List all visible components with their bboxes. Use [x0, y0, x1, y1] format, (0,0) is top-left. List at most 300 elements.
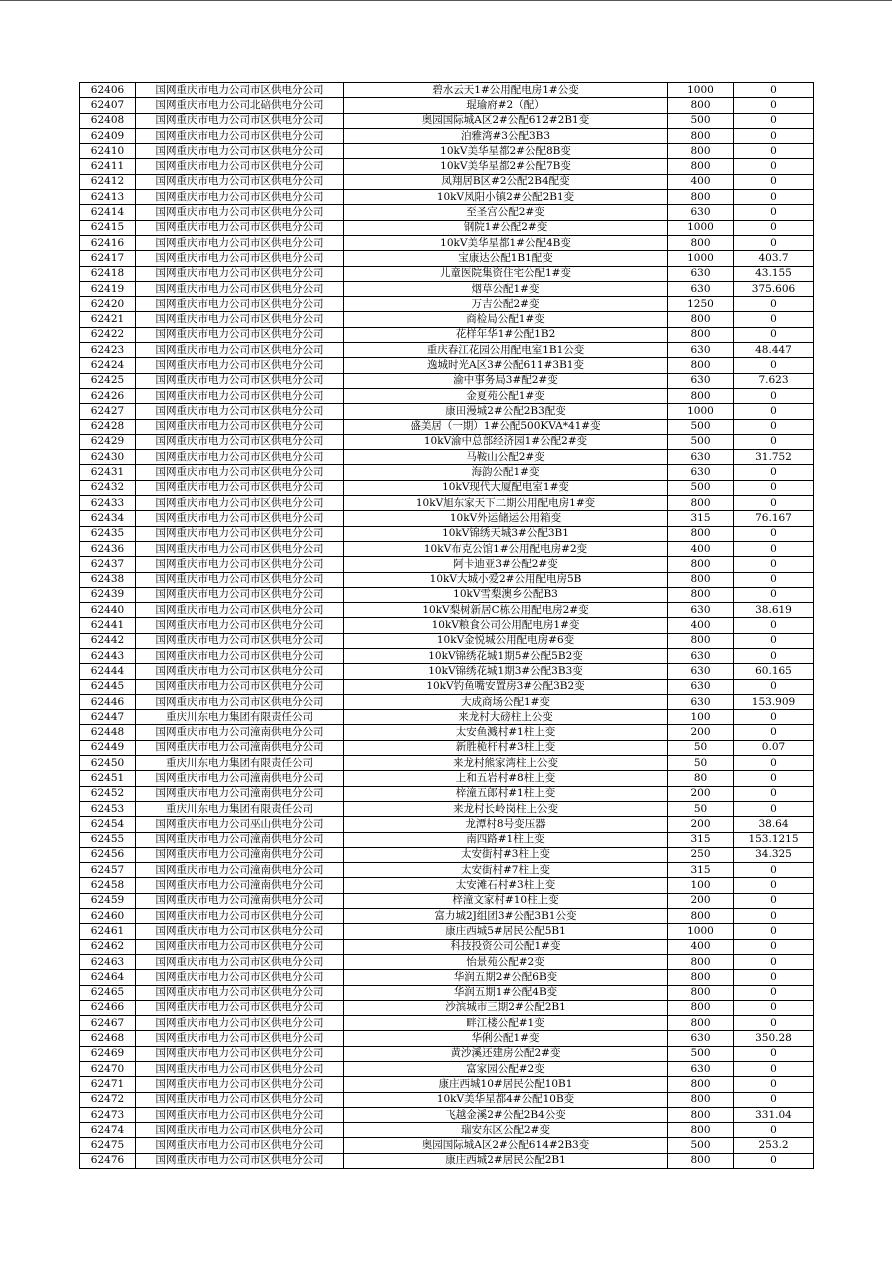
table-row — [80, 740, 814, 755]
row-id-cell: 62432 — [80, 480, 136, 495]
capacity-cell: 500 — [668, 480, 734, 495]
transformer-name-cell: 花样年华1#公配1B2 — [344, 327, 668, 342]
company-cell: 国网重庆市电力公司潼南供电分公司 — [136, 893, 344, 908]
capacity-cell: 315 — [668, 863, 734, 878]
capacity-cell: 1000 — [668, 83, 734, 98]
value-cell: 0 — [734, 878, 814, 893]
table-row — [80, 388, 814, 403]
capacity-cell: 315 — [668, 511, 734, 526]
table-row — [80, 526, 814, 541]
capacity-cell: 800 — [668, 358, 734, 373]
row-id-cell: 62447 — [80, 710, 136, 725]
transformer-name-cell: 10kV锦绣花城1期5#公配5B2变 — [344, 648, 668, 663]
row-id-cell: 62473 — [80, 1107, 136, 1122]
table-row — [80, 1062, 814, 1077]
transformer-name-cell: 飞越金溪2#公配2B4公变 — [344, 1107, 668, 1122]
company-cell: 国网重庆市电力公司市区供电分公司 — [136, 496, 344, 511]
value-cell: 0 — [734, 541, 814, 556]
capacity-cell: 50 — [668, 756, 734, 771]
row-id-cell: 62415 — [80, 220, 136, 235]
transformer-name-cell: 科技投资公司公配1#变 — [344, 939, 668, 954]
transformer-name-cell: 盛美居（一期）1#公配500KVA*41#变 — [344, 419, 668, 434]
row-id-cell: 62455 — [80, 832, 136, 847]
company-cell: 国网重庆市电力公司市区供电分公司 — [136, 541, 344, 556]
capacity-cell: 315 — [668, 832, 734, 847]
company-cell: 国网重庆市电力公司市区供电分公司 — [136, 434, 344, 449]
row-id-cell: 62425 — [80, 373, 136, 388]
company-cell: 国网重庆市电力公司市区供电分公司 — [136, 1123, 344, 1138]
capacity-cell: 630 — [668, 343, 734, 358]
table-row — [80, 541, 814, 556]
row-id-cell: 62407 — [80, 98, 136, 113]
value-cell: 0 — [734, 771, 814, 786]
capacity-cell: 100 — [668, 710, 734, 725]
value-cell: 0 — [734, 1046, 814, 1061]
company-cell: 国网重庆市电力公司市区供电分公司 — [136, 557, 344, 572]
row-id-cell: 62474 — [80, 1123, 136, 1138]
company-cell: 国网重庆市电力公司市区供电分公司 — [136, 388, 344, 403]
table-row — [80, 1123, 814, 1138]
value-cell: 0 — [734, 388, 814, 403]
value-cell: 0 — [734, 679, 814, 694]
capacity-cell: 630 — [668, 205, 734, 220]
capacity-cell: 800 — [668, 1123, 734, 1138]
transformer-name-cell: 10kV梨树新居C栋公用配电房2#变 — [344, 603, 668, 618]
value-cell: 0 — [734, 970, 814, 985]
capacity-cell: 630 — [668, 603, 734, 618]
company-cell: 国网重庆市电力公司市区供电分公司 — [136, 128, 344, 143]
transformer-name-cell: 龙潭村8号变压器 — [344, 817, 668, 832]
value-cell: 0 — [734, 312, 814, 327]
company-cell: 国网重庆市电力公司市区供电分公司 — [136, 633, 344, 648]
value-cell: 34.325 — [734, 847, 814, 862]
transformer-name-cell: 儿童医院集资住宅公配1#变 — [344, 266, 668, 281]
table-row — [80, 648, 814, 663]
transformer-name-cell: 万吉公配2#变 — [344, 297, 668, 312]
value-cell: 0 — [734, 725, 814, 740]
capacity-cell: 800 — [668, 190, 734, 205]
capacity-cell: 630 — [668, 450, 734, 465]
value-cell: 48.447 — [734, 343, 814, 358]
row-id-cell: 62466 — [80, 1000, 136, 1015]
company-cell: 国网重庆市电力公司市区供电分公司 — [136, 985, 344, 1000]
capacity-cell: 800 — [668, 909, 734, 924]
company-cell: 国网重庆市电力公司市区供电分公司 — [136, 587, 344, 602]
table-row — [80, 1000, 814, 1015]
value-cell: 0 — [734, 1062, 814, 1077]
value-cell: 0 — [734, 633, 814, 648]
row-id-cell: 62429 — [80, 434, 136, 449]
company-cell: 国网重庆市电力公司市区供电分公司 — [136, 954, 344, 969]
transformer-name-cell: 金夏苑公配1#变 — [344, 388, 668, 403]
value-cell: 0 — [734, 924, 814, 939]
row-id-cell: 62453 — [80, 801, 136, 816]
transformer-name-cell: 10kV美华星都2#公配8B变 — [344, 144, 668, 159]
company-cell: 国网重庆市电力公司市区供电分公司 — [136, 1046, 344, 1061]
company-cell: 国网重庆市电力公司市区供电分公司 — [136, 1092, 344, 1107]
company-cell: 国网重庆市电力公司市区供电分公司 — [136, 618, 344, 633]
company-cell: 国网重庆市电力公司市区供电分公司 — [136, 1138, 344, 1153]
capacity-cell: 500 — [668, 434, 734, 449]
company-cell: 国网重庆市电力公司市区供电分公司 — [136, 205, 344, 220]
capacity-cell: 800 — [668, 954, 734, 969]
company-cell: 国网重庆市电力公司市区供电分公司 — [136, 1107, 344, 1122]
transformer-name-cell: 阿卡迪亚3#公配2#变 — [344, 557, 668, 572]
row-id-cell: 62459 — [80, 893, 136, 908]
transformer-name-cell: 梓潼文家村#10柱上变 — [344, 893, 668, 908]
row-id-cell: 62437 — [80, 557, 136, 572]
transformer-name-cell: 10kV渝中总部经济园1#公配2#变 — [344, 434, 668, 449]
table-row — [80, 801, 814, 816]
table-row — [80, 144, 814, 159]
value-cell: 0 — [734, 327, 814, 342]
table-row — [80, 327, 814, 342]
table-row — [80, 878, 814, 893]
spreadsheet — [79, 82, 814, 1169]
table-row — [80, 297, 814, 312]
transformer-name-cell: 怡景苑公配#2变 — [344, 954, 668, 969]
row-id-cell: 62448 — [80, 725, 136, 740]
table-row — [80, 1077, 814, 1092]
capacity-cell: 100 — [668, 878, 734, 893]
transformer-name-cell: 10kV雪梨澳乡公配B3 — [344, 587, 668, 602]
company-cell: 国网重庆市电力公司市区供电分公司 — [136, 343, 344, 358]
transformer-name-cell: 钢院1#公配2#变 — [344, 220, 668, 235]
company-cell: 国网重庆市电力公司市区供电分公司 — [136, 404, 344, 419]
capacity-cell: 500 — [668, 1046, 734, 1061]
value-cell: 0 — [734, 83, 814, 98]
value-cell: 153.909 — [734, 694, 814, 709]
value-cell: 0.07 — [734, 740, 814, 755]
row-id-cell: 62427 — [80, 404, 136, 419]
row-id-cell: 62433 — [80, 496, 136, 511]
table-row — [80, 358, 814, 373]
value-cell: 0 — [734, 297, 814, 312]
value-cell: 0 — [734, 434, 814, 449]
transformer-name-cell: 梓潼五郎村#1柱上变 — [344, 786, 668, 801]
capacity-cell: 50 — [668, 801, 734, 816]
row-id-cell: 62468 — [80, 1031, 136, 1046]
row-id-cell: 62419 — [80, 281, 136, 296]
value-cell: 0 — [734, 786, 814, 801]
row-id-cell: 62412 — [80, 174, 136, 189]
row-id-cell: 62418 — [80, 266, 136, 281]
row-id-cell: 62417 — [80, 251, 136, 266]
row-id-cell: 62434 — [80, 511, 136, 526]
capacity-cell: 800 — [668, 985, 734, 1000]
table-row — [80, 587, 814, 602]
value-cell: 0 — [734, 648, 814, 663]
row-id-cell: 62408 — [80, 113, 136, 128]
table-row — [80, 847, 814, 862]
transformer-name-cell: 康庄西城2#居民公配2B1 — [344, 1153, 668, 1168]
company-cell: 国网重庆市电力公司潼南供电分公司 — [136, 832, 344, 847]
table-row — [80, 633, 814, 648]
table-body — [80, 83, 814, 1169]
transformer-name-cell: 10kV旭东家天下二期公用配电房1#变 — [344, 496, 668, 511]
table-row — [80, 190, 814, 205]
table-row — [80, 786, 814, 801]
transformer-name-cell: 10kV美华星都1#公配4B变 — [344, 235, 668, 250]
row-id-cell: 62463 — [80, 954, 136, 969]
table-row — [80, 220, 814, 235]
company-cell: 国网重庆市电力公司市区供电分公司 — [136, 1000, 344, 1015]
company-cell: 重庆川东电力集团有限责任公司 — [136, 801, 344, 816]
table-row — [80, 159, 814, 174]
table-row — [80, 771, 814, 786]
capacity-cell: 800 — [668, 327, 734, 342]
row-id-cell: 62452 — [80, 786, 136, 801]
capacity-cell: 630 — [668, 679, 734, 694]
capacity-cell: 630 — [668, 266, 734, 281]
capacity-cell: 1000 — [668, 404, 734, 419]
table-row — [80, 970, 814, 985]
transformer-name-cell: 瑞安东区公配2#变 — [344, 1123, 668, 1138]
capacity-cell: 630 — [668, 465, 734, 480]
company-cell: 国网重庆市电力公司巫山供电分公司 — [136, 817, 344, 832]
value-cell: 0 — [734, 985, 814, 1000]
value-cell: 43.155 — [734, 266, 814, 281]
value-cell: 331.04 — [734, 1107, 814, 1122]
transformer-name-cell: 康庄西城5#居民公配5B1 — [344, 924, 668, 939]
capacity-cell: 800 — [668, 235, 734, 250]
table-row — [80, 725, 814, 740]
table-row — [80, 373, 814, 388]
row-id-cell: 62442 — [80, 633, 136, 648]
table-row — [80, 603, 814, 618]
table-row — [80, 434, 814, 449]
table-row — [80, 1153, 814, 1168]
company-cell: 国网重庆市电力公司市区供电分公司 — [136, 511, 344, 526]
transformer-name-cell: 泊雅湾#3公配3B3 — [344, 128, 668, 143]
row-id-cell: 62467 — [80, 1016, 136, 1031]
value-cell: 0 — [734, 954, 814, 969]
transformer-name-cell: 10kV凤阳小镇2#公配2B1变 — [344, 190, 668, 205]
transformer-name-cell: 10kV锦绣天城3#公配3B1 — [344, 526, 668, 541]
company-cell: 国网重庆市电力公司市区供电分公司 — [136, 939, 344, 954]
table-row — [80, 465, 814, 480]
table-row — [80, 756, 814, 771]
transformer-name-cell: 10kV粮食公司公用配电房1#变 — [344, 618, 668, 633]
table-row — [80, 893, 814, 908]
row-id-cell: 62461 — [80, 924, 136, 939]
transformer-name-cell: 海韵公配1#变 — [344, 465, 668, 480]
company-cell: 国网重庆市电力公司市区供电分公司 — [136, 190, 344, 205]
company-cell: 国网重庆市电力公司市区供电分公司 — [136, 694, 344, 709]
capacity-cell: 630 — [668, 694, 734, 709]
company-cell: 国网重庆市电力公司市区供电分公司 — [136, 1031, 344, 1046]
value-cell: 0 — [734, 1123, 814, 1138]
row-id-cell: 62428 — [80, 419, 136, 434]
company-cell: 国网重庆市电力公司市区供电分公司 — [136, 572, 344, 587]
capacity-cell: 800 — [668, 633, 734, 648]
value-cell: 0 — [734, 144, 814, 159]
row-id-cell: 62470 — [80, 1062, 136, 1077]
company-cell: 国网重庆市电力公司市区供电分公司 — [136, 450, 344, 465]
row-id-cell: 62471 — [80, 1077, 136, 1092]
row-id-cell: 62431 — [80, 465, 136, 480]
value-cell: 0 — [734, 618, 814, 633]
transformer-name-cell: 太安鱼溅村#1柱上变 — [344, 725, 668, 740]
value-cell: 0 — [734, 419, 814, 434]
capacity-cell: 250 — [668, 847, 734, 862]
company-cell: 国网重庆市电力公司市区供电分公司 — [136, 297, 344, 312]
table-row — [80, 817, 814, 832]
company-cell: 国网重庆市电力公司市区供电分公司 — [136, 159, 344, 174]
transformer-name-cell: 沙滨城市三期2#公配2B1 — [344, 1000, 668, 1015]
transformer-name-cell: 太安街村#7柱上变 — [344, 863, 668, 878]
capacity-cell: 800 — [668, 1092, 734, 1107]
value-cell: 7.623 — [734, 373, 814, 388]
company-cell: 国网重庆市电力公司市区供电分公司 — [136, 480, 344, 495]
transformer-name-cell: 华润五期1#公配4B变 — [344, 985, 668, 1000]
value-cell: 0 — [734, 1077, 814, 1092]
capacity-cell: 800 — [668, 1153, 734, 1168]
transformer-name-cell: 新胜桅杆村#3柱上变 — [344, 740, 668, 755]
transformer-name-cell: 10kV大城小爱2#公用配电房5B — [344, 572, 668, 587]
company-cell: 国网重庆市电力公司市区供电分公司 — [136, 358, 344, 373]
table-row — [80, 1107, 814, 1122]
value-cell: 0 — [734, 572, 814, 587]
capacity-cell: 630 — [668, 648, 734, 663]
transformer-name-cell: 10kV美华星都2#公配7B变 — [344, 159, 668, 174]
value-cell: 60.165 — [734, 664, 814, 679]
row-id-cell: 62449 — [80, 740, 136, 755]
capacity-cell: 800 — [668, 496, 734, 511]
table-row — [80, 312, 814, 327]
value-cell: 0 — [734, 526, 814, 541]
company-cell: 国网重庆市电力公司市区供电分公司 — [136, 465, 344, 480]
table-row — [80, 924, 814, 939]
value-cell: 403.7 — [734, 251, 814, 266]
row-id-cell: 62430 — [80, 450, 136, 465]
row-id-cell: 62450 — [80, 756, 136, 771]
transformer-name-cell: 商检局公配1#变 — [344, 312, 668, 327]
value-cell: 0 — [734, 496, 814, 511]
value-cell: 31.752 — [734, 450, 814, 465]
row-id-cell: 62426 — [80, 388, 136, 403]
row-id-cell: 62469 — [80, 1046, 136, 1061]
value-cell: 0 — [734, 465, 814, 480]
row-id-cell: 62465 — [80, 985, 136, 1000]
table-row — [80, 679, 814, 694]
row-id-cell: 62411 — [80, 159, 136, 174]
transformer-name-cell: 10kV外运储运公用箱变 — [344, 511, 668, 526]
capacity-cell: 400 — [668, 174, 734, 189]
transformer-name-cell: 畔江楼公配#1变 — [344, 1016, 668, 1031]
capacity-cell: 630 — [668, 664, 734, 679]
value-cell: 0 — [734, 939, 814, 954]
capacity-cell: 800 — [668, 587, 734, 602]
transformer-name-cell: 重庆春江花园公用配电室1B1公变 — [344, 343, 668, 358]
transformer-name-cell: 黄沙溪还建房公配2#变 — [344, 1046, 668, 1061]
value-cell: 0 — [734, 863, 814, 878]
transformer-name-cell: 逸城时光A区3#公配611#3B1变 — [344, 358, 668, 373]
capacity-cell: 1250 — [668, 297, 734, 312]
table-row — [80, 694, 814, 709]
table-row — [80, 235, 814, 250]
row-id-cell: 62446 — [80, 694, 136, 709]
company-cell: 国网重庆市电力公司市区供电分公司 — [136, 373, 344, 388]
page-top-rule — [0, 0, 892, 1]
table-row — [80, 618, 814, 633]
row-id-cell: 62436 — [80, 541, 136, 556]
transformer-name-cell: 大成商场公配1#变 — [344, 694, 668, 709]
company-cell: 国网重庆市电力公司潼南供电分公司 — [136, 725, 344, 740]
capacity-cell: 800 — [668, 388, 734, 403]
transformer-name-cell: 来龙村大磅柱上公变 — [344, 710, 668, 725]
table-row — [80, 205, 814, 220]
capacity-cell: 200 — [668, 893, 734, 908]
transformer-name-cell: 10kV现代大厦配电室1#变 — [344, 480, 668, 495]
transformer-name-cell: 10kV金悦城公用配电房#6变 — [344, 633, 668, 648]
capacity-cell: 800 — [668, 526, 734, 541]
table-row — [80, 450, 814, 465]
value-cell: 38.619 — [734, 603, 814, 618]
row-id-cell: 62423 — [80, 343, 136, 358]
transformer-name-cell: 10kV美华星都4#公配10B变 — [344, 1092, 668, 1107]
row-id-cell: 62424 — [80, 358, 136, 373]
value-cell: 0 — [734, 1153, 814, 1168]
transformer-name-cell: 宝康达公配1B1配变 — [344, 251, 668, 266]
company-cell: 国网重庆市电力公司市区供电分公司 — [136, 419, 344, 434]
transformer-name-cell: 来龙村长岭岗柱上公变 — [344, 801, 668, 816]
transformer-name-cell: 来龙村熊家湾柱上公变 — [344, 756, 668, 771]
row-id-cell: 62421 — [80, 312, 136, 327]
value-cell: 0 — [734, 220, 814, 235]
value-cell: 0 — [734, 358, 814, 373]
value-cell: 0 — [734, 113, 814, 128]
table-row — [80, 98, 814, 113]
value-cell: 0 — [734, 174, 814, 189]
table-row — [80, 1138, 814, 1153]
transformer-name-cell: 太安街村#3柱上变 — [344, 847, 668, 862]
capacity-cell: 800 — [668, 1016, 734, 1031]
transformer-name-cell: 烟草公配1#变 — [344, 281, 668, 296]
table-row — [80, 511, 814, 526]
row-id-cell: 62422 — [80, 327, 136, 342]
transformer-name-cell: 至圣宫公配2#变 — [344, 205, 668, 220]
capacity-cell: 800 — [668, 1000, 734, 1015]
capacity-cell: 800 — [668, 312, 734, 327]
company-cell: 国网重庆市电力公司市区供电分公司 — [136, 909, 344, 924]
table-row — [80, 939, 814, 954]
company-cell: 国网重庆市电力公司市区供电分公司 — [136, 648, 344, 663]
company-cell: 国网重庆市电力公司潼南供电分公司 — [136, 878, 344, 893]
table-row — [80, 496, 814, 511]
capacity-cell: 800 — [668, 1077, 734, 1092]
company-cell: 国网重庆市电力公司市区供电分公司 — [136, 526, 344, 541]
transformer-name-cell: 富家园公配#2变 — [344, 1062, 668, 1077]
value-cell: 0 — [734, 801, 814, 816]
row-id-cell: 62457 — [80, 863, 136, 878]
value-cell: 0 — [734, 587, 814, 602]
capacity-cell: 630 — [668, 281, 734, 296]
value-cell: 0 — [734, 98, 814, 113]
row-id-cell: 62444 — [80, 664, 136, 679]
row-id-cell: 62476 — [80, 1153, 136, 1168]
capacity-cell: 500 — [668, 419, 734, 434]
capacity-cell: 630 — [668, 1062, 734, 1077]
transformer-name-cell: 康庄西城10#居民公配10B1 — [344, 1077, 668, 1092]
company-cell: 国网重庆市电力公司市区供电分公司 — [136, 1153, 344, 1168]
company-cell: 国网重庆市电力公司市区供电分公司 — [136, 327, 344, 342]
company-cell: 国网重庆市电力公司市区供电分公司 — [136, 1077, 344, 1092]
company-cell: 国网重庆市电力公司市区供电分公司 — [136, 664, 344, 679]
company-cell: 国网重庆市电力公司市区供电分公司 — [136, 679, 344, 694]
table-row — [80, 1016, 814, 1031]
row-id-cell: 62416 — [80, 235, 136, 250]
